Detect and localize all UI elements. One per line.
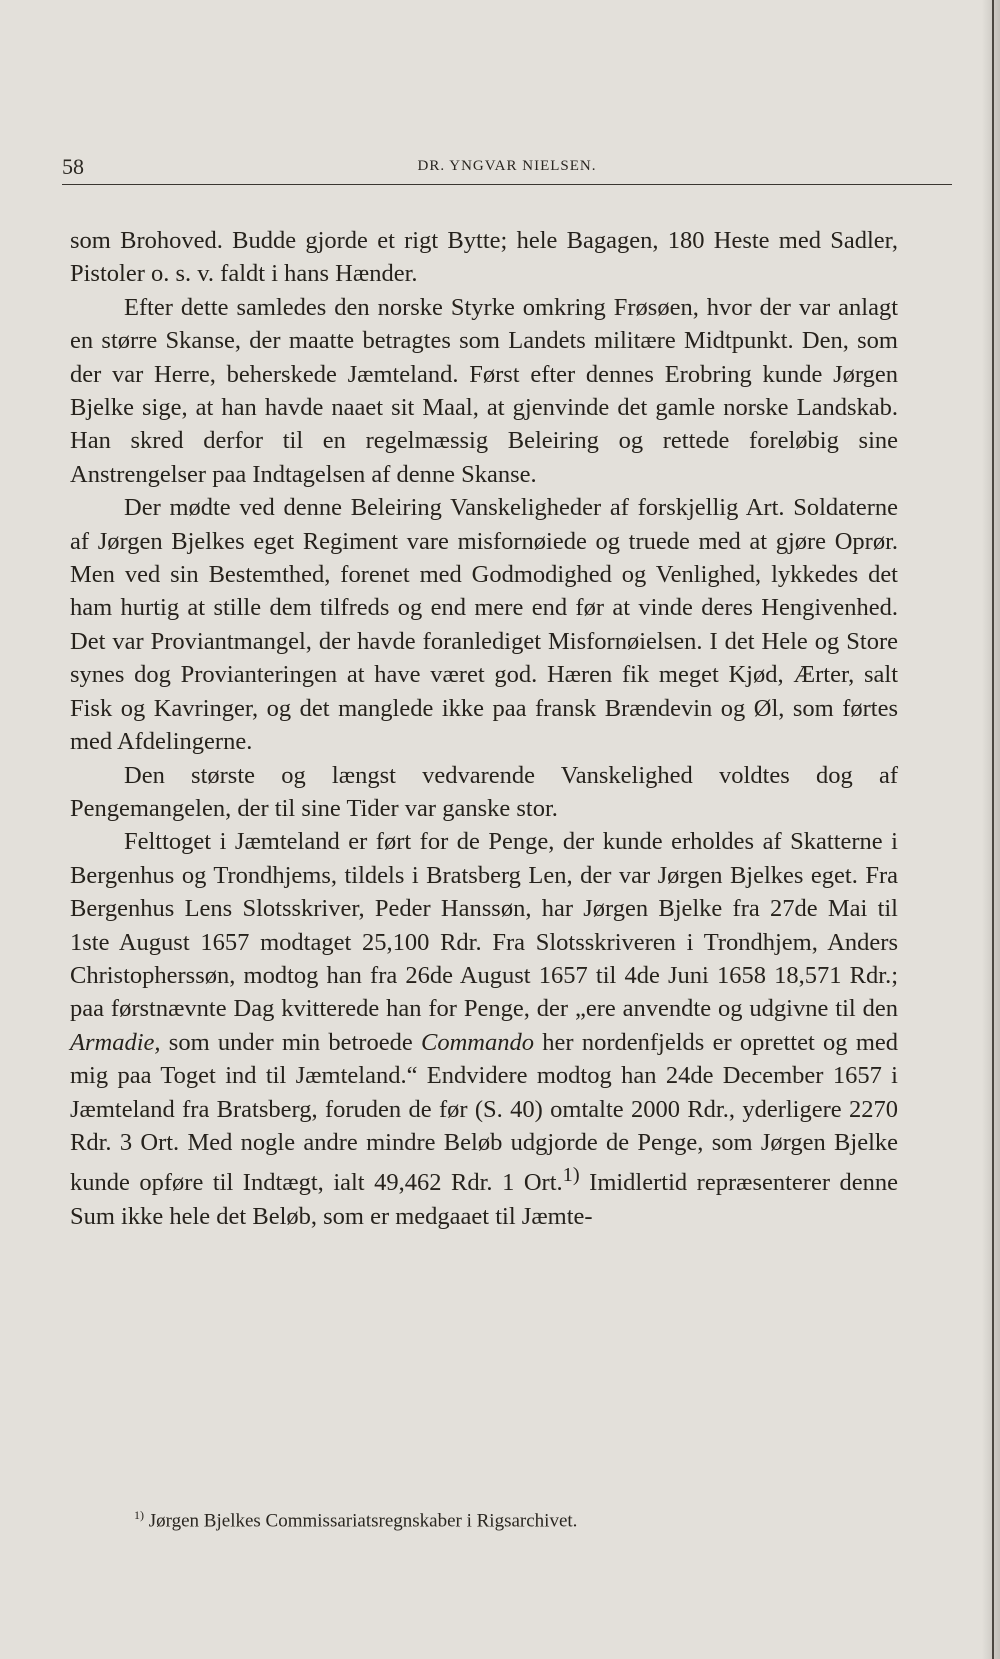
paragraph-text: Imidlertid repræsenterer denne Sum ikke hele det Beløb, som er medgaaet til Jæmte-: [70, 1169, 898, 1230]
page-edge-line: [992, 0, 994, 1659]
page-edge-shadow: [982, 0, 1000, 1659]
paragraph: [70, 825, 898, 1233]
paragraph: Den største og længst vedvarende Vanskelighed voldtes dog af Pengemangelen, der til sine Tider var ganske stor.: [70, 761, 898, 822]
paragraph-text: her nordenfjelds er oprettet og med mig paa Toget ind til Jæmteland.“ Endvidere modtog han 24de December 1657 i Jæmteland fra Bratsberg, foruden de før (S. 40) omtalte 2000 Rdr., yderligere 2270 Rdr. 3 Ort. Med nogle andre mindre Beløb udgjorde de Penge, som Jørgen Bjelke kunde opføre til Indtægt, ialt 49,462 Rdr. 1 Ort.: [70, 1028, 899, 1197]
paragraph: Efter dette samledes den norske Styrke omkring Frøsøen, hvor der var anlagt en større Skanse, der maatte betragtes som Landets militære Midtpunkt. Den, som der var Herre, beherskede Jæmteland. Først efter dennes Erobring kunde Jørgen Bjelke sige, at han havde naaet sit Maal, at gjenvinde det gamle norske Landskab. Han skred derfor til en regelmæssig Beleiring og rettede foreløbig sine Anstrengelser paa Indtagelsen af denne Skanse.: [70, 293, 898, 488]
footnote: [134, 1508, 914, 1532]
paragraph-text: Felttoget i Jæmteland er ført for de Penge, der kunde erholdes af Skatterne i Bergenhus og Trondhjems, tildels i Bratsberg Len, der var Jørgen Bjelkes eget. Fra Bergenhus Lens Slotsskriver, Peder Hanssøn, har Jørgen Bjelke fra 27de Mai til 1ste August 1657 modtaget 25,100 Rdr. Fra Slotsskriveren i Trondhjem, Anders Christopherssøn, modtog han fra 26de August 1657 til 4de Juni 1658 18,571 Rdr.; paa førstnævnte Dag kvitterede han for Penge, der „ere anvendte og udgivne til den: [70, 828, 898, 1023]
italic-term-commando: Commando: [421, 1028, 534, 1056]
body-text: [70, 224, 898, 1233]
page-number: 58: [62, 154, 84, 179]
footnote-reference: 1): [562, 1164, 580, 1187]
footnote-marker: 1): [134, 1508, 144, 1522]
page-header: [62, 150, 952, 185]
paragraph-text: som under min betroede: [160, 1028, 422, 1056]
footnote-text: Jørgen Bjelkes Commissariatsregnskaber i Rigsarchivet.: [144, 1510, 578, 1532]
paragraph: som Brohoved. Budde gjorde et rigt Bytte; hele Bagagen, 180 Heste med Sadler, Pistoler o. s. v. faldt i hans Hænder.: [70, 227, 898, 288]
italic-term-armadie: Armadie,: [70, 1028, 161, 1056]
running-head: DR. YNGVAR NIELSEN.: [417, 158, 597, 174]
paragraph: Der mødte ved denne Beleiring Vanskeligheder af forskjellig Art. Soldaterne af Jørgen Bjelkes eget Regiment vare misfornøiede og truede med at gjøre Oprør. Men ved sin Bestemthed, forenet med Godmodighed og Venlighed, lykkedes det ham hurtig at stille dem tilfreds og end mere end før at vinde deres Hengivenhed. Det var Proviantmangel, der havde foranlediget Misfornøielsen. I det Hele og Store synes dog Provianteringen at have været god. Hæren fik meget Kjød, Ærter, salt Fisk og Kavringer, og det manglede ikke paa fransk Brændevin og Øl, som førtes med Afdelingerne.: [70, 494, 898, 756]
